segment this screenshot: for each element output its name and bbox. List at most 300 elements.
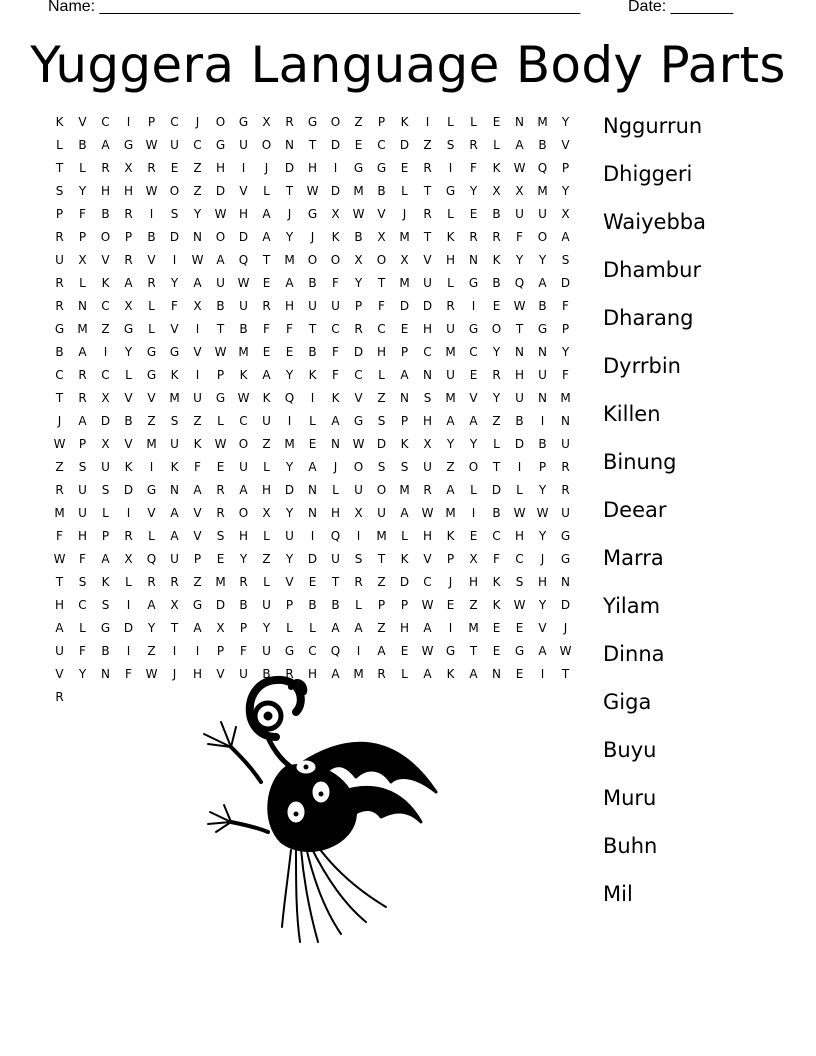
grid-letter: E [400,321,409,336]
grid-letter: W [513,160,526,175]
grid-letter: A [262,206,271,221]
grid-letter: G [192,597,203,612]
grid-letter: M [468,620,479,635]
grid-letter: F [240,643,247,658]
word-list-item: Buhn [603,834,658,858]
word-list-item: Binung [603,450,677,474]
grid-letter: V [538,620,547,635]
grid-letter: Z [423,137,432,152]
grid-letter: W [421,505,434,520]
grid-letter: G [146,344,157,359]
grid-letter: K [170,459,179,474]
grid-letter: P [124,229,133,244]
grid-letter: S [561,252,570,267]
grid-letter: X [78,252,87,267]
grid-letter: E [469,206,478,221]
beetle-illustration [196,672,446,952]
grid-letter: P [239,620,248,635]
grid-letter: U [170,551,179,566]
grid-letter: M [238,344,249,359]
grid-letter: V [170,321,179,336]
grid-letter: K [331,390,340,405]
grid-letter: H [376,344,387,359]
grid-letter: N [193,229,202,244]
grid-letter: Y [285,459,294,474]
grid-letter: R [285,666,294,681]
grid-letter: O [307,252,318,267]
grid-letter: U [55,252,64,267]
grid-letter: Z [262,436,271,451]
grid-letter: A [124,275,133,290]
grid-letter: L [125,574,132,589]
grid-letter: M [376,528,387,543]
grid-letter: S [170,206,179,221]
grid-letter: D [215,183,226,198]
grid-letter: H [284,298,295,313]
grid-letter: V [377,206,386,221]
grid-letter: C [377,321,386,336]
grid-letter: C [193,137,202,152]
grid-letter: Y [354,275,363,290]
grid-letter: L [447,206,454,221]
grid-letter: Y [492,390,501,405]
grid-letter: K [239,367,248,382]
grid-letter: K [101,574,110,589]
grid-letter: S [515,574,524,589]
grid-letter: X [216,620,225,635]
grid-letter: K [55,114,64,129]
grid-letter: Q [330,528,341,543]
grid-letter: Y [538,252,547,267]
grid-letter: S [55,183,64,198]
grid-letter: J [195,114,200,129]
grid-letter: H [537,574,548,589]
grid-letter: I [149,459,154,474]
grid-letter: R [55,275,64,290]
grid-letter: D [399,137,410,152]
grid-letter: K [101,275,110,290]
grid-letter: P [101,528,110,543]
grid-letter: M [54,505,65,520]
grid-letter: R [423,160,432,175]
grid-letter: J [540,551,545,566]
grid-letter: D [330,183,341,198]
grid-letter: A [147,597,156,612]
word-list-item: Buyu [603,738,657,762]
grid-letter: R [285,114,294,129]
grid-letter: E [515,666,524,681]
grid-letter: E [469,528,478,543]
grid-letter: W [513,505,526,520]
grid-letter: C [170,114,179,129]
grid-letter: I [471,298,476,313]
grid-letter: V [561,137,570,152]
grid-letter: J [448,574,453,589]
grid-letter: S [101,597,110,612]
grid-letter: P [400,344,409,359]
grid-letter: X [354,252,363,267]
grid-letter: W [237,275,250,290]
grid-letter: B [239,597,248,612]
grid-letter: W [53,551,66,566]
grid-letter: L [148,528,155,543]
grid-letter: O [261,137,272,152]
grid-letter: Q [238,252,249,267]
grid-letter: A [193,482,202,497]
grid-letter: F [79,206,86,221]
grid-letter: Z [147,413,156,428]
grid-letter: V [124,436,133,451]
grid-letter: U [538,367,547,382]
grid-letter: G [100,620,111,635]
grid-letter: G [307,114,318,129]
grid-letter: E [400,643,409,658]
grid-letter: L [401,183,408,198]
grid-letter: L [263,528,270,543]
grid-letter: A [377,643,386,658]
grid-letter: G [169,344,180,359]
grid-letter: X [354,505,363,520]
grid-letter: U [78,505,87,520]
grid-letter: L [378,367,385,382]
grid-letter: Y [147,620,156,635]
grid-letter: F [263,321,270,336]
grid-letter: N [538,390,547,405]
grid-letter: N [400,390,409,405]
grid-letter: P [561,160,570,175]
grid-letter: J [264,160,269,175]
grid-letter: B [55,344,64,359]
grid-letter: Z [262,551,271,566]
grid-letter: B [308,597,317,612]
grid-letter: R [492,367,501,382]
grid-letter: F [332,344,339,359]
grid-letter: Y [561,344,570,359]
grid-letter: I [471,505,476,520]
grid-letter: V [239,183,248,198]
grid-letter: D [169,229,180,244]
grid-letter: P [147,114,156,129]
grid-letter: U [377,505,386,520]
grid-letter: M [284,252,295,267]
grid-letter: B [492,505,501,520]
grid-letter: C [423,344,432,359]
grid-letter: M [560,390,571,405]
grid-letter: V [193,344,202,359]
grid-letter: G [376,160,387,175]
grid-letter: B [239,321,248,336]
grid-letter: Y [78,666,87,681]
grid-letter: L [286,620,293,635]
grid-letter: I [149,206,154,221]
grid-letter: V [423,551,432,566]
grid-letter: A [515,137,524,152]
grid-letter: A [55,620,64,635]
grid-letter: I [310,528,315,543]
grid-letter: L [263,183,270,198]
grid-letter: B [101,206,110,221]
date-field-label: Date: _______ [628,0,733,15]
grid-letter: X [124,298,133,313]
grid-letter: N [285,137,294,152]
grid-letter: U [239,459,248,474]
grid-letter: Y [262,620,271,635]
grid-letter: I [356,643,361,658]
grid-letter: W [306,183,319,198]
grid-letter: G [146,367,157,382]
grid-letter: A [400,367,409,382]
grid-letter: B [308,275,317,290]
grid-letter: Y [285,505,294,520]
grid-letter: B [308,344,317,359]
grid-letter: L [79,275,86,290]
grid-letter: R [423,482,432,497]
grid-letter: G [307,206,318,221]
grid-letter: R [170,574,179,589]
grid-letter: V [78,114,87,129]
grid-letter: E [469,367,478,382]
grid-letter: U [101,459,110,474]
grid-letter: Z [354,114,363,129]
grid-letter: E [285,344,294,359]
grid-letter: H [238,206,249,221]
grid-letter: L [125,367,132,382]
grid-letter: Y [170,275,179,290]
grid-letter: W [513,298,526,313]
grid-letter: R [354,574,363,589]
grid-letter: T [331,574,340,589]
grid-letter: O [376,482,387,497]
grid-letter: A [331,666,340,681]
grid-letter: Y [515,252,524,267]
grid-letter: C [78,597,87,612]
grid-letter: Z [193,160,202,175]
grid-letter: Z [193,574,202,589]
grid-letter: Y [193,206,202,221]
grid-letter: R [469,229,478,244]
grid-letter: N [561,574,570,589]
grid-letter: N [101,666,110,681]
grid-letter: L [447,114,454,129]
grid-letter: H [77,528,88,543]
grid-letter: G [284,643,295,658]
grid-letter: G [445,643,456,658]
grid-letter: U [538,206,547,221]
word-list-item: Nggurrun [603,114,703,138]
grid-letter: U [262,643,271,658]
grid-letter: J [57,413,62,428]
word-list-item: Dyrrbin [603,354,681,378]
grid-letter: H [54,597,65,612]
grid-letter: Y [78,183,87,198]
grid-letter: E [216,459,225,474]
grid-letter: P [377,597,386,612]
grid-letter: K [170,367,179,382]
grid-letter: I [287,413,292,428]
grid-letter: H [399,620,410,635]
grid-letter: F [493,551,500,566]
grid-letter: M [537,183,548,198]
grid-letter: I [241,160,246,175]
grid-letter: X [423,436,432,451]
grid-letter: A [262,367,271,382]
grid-letter: O [330,252,341,267]
grid-letter: Y [538,482,547,497]
grid-letter: X [101,390,110,405]
grid-letter: V [55,666,64,681]
grid-letter: E [308,436,317,451]
grid-letter: S [78,459,87,474]
grid-letter: Y [492,344,501,359]
grid-letter: G [238,114,249,129]
grid-letter: H [238,528,249,543]
grid-letter: U [239,666,248,681]
grid-letter: U [515,390,524,405]
grid-letter: N [515,114,524,129]
grid-letter: F [378,298,385,313]
grid-letter: X [170,597,179,612]
grid-letter: B [492,275,501,290]
grid-letter: O [468,459,479,474]
grid-letter: I [126,505,131,520]
grid-letter: Y [538,528,547,543]
grid-letter: J [563,620,568,635]
grid-letter: I [103,344,108,359]
grid-letter: R [492,229,501,244]
grid-letter: G [353,160,364,175]
grid-letter: T [561,666,570,681]
grid-letter: Z [492,413,501,428]
grid-letter: R [124,252,133,267]
grid-letter: L [355,597,362,612]
grid-letter: U [423,459,432,474]
grid-letter: A [308,459,317,474]
grid-letter: K [492,160,501,175]
grid-letter: G [537,321,548,336]
grid-letter: W [145,183,158,198]
grid-letter: X [262,114,271,129]
word-list [603,111,706,927]
grid-letter: I [310,390,315,405]
grid-letter: M [445,390,456,405]
grid-letter: L [470,482,477,497]
grid-letter: S [78,574,87,589]
grid-letter: Y [285,367,294,382]
grid-letter: O [491,321,502,336]
grid-letter: U [308,298,317,313]
grid-letter: C [101,367,110,382]
grid-letter: K [400,436,409,451]
grid-letter: E [170,160,179,175]
grid-letter: I [172,252,177,267]
grid-letter: U [216,275,225,290]
grid-letter: F [470,160,477,175]
name-field-label: Name: ______________________________________________________ [48,0,581,15]
grid-letter: R [561,482,570,497]
grid-letter: F [332,275,339,290]
grid-letter: O [353,459,364,474]
grid-letter: I [195,643,200,658]
grid-letter: R [124,206,133,221]
grid-letter: V [147,252,156,267]
grid-letter: A [193,620,202,635]
grid-letter: I [448,160,453,175]
grid-letter: A [446,413,455,428]
grid-letter: H [330,505,341,520]
grid-letter: M [353,666,364,681]
grid-letter: D [215,597,226,612]
grid-letter: P [446,551,455,566]
grid-letter: A [193,275,202,290]
grid-letter: A [262,229,271,244]
grid-letter: Y [561,114,570,129]
grid-letter: U [423,275,432,290]
grid-letter: C [492,528,501,543]
grid-letter: K [492,597,501,612]
grid-letter: N [78,298,87,313]
grid-letter: E [262,344,271,359]
grid-letter: D [560,275,571,290]
grid-letter: B [538,137,547,152]
grid-letter: V [124,390,133,405]
grid-letter: R [239,574,248,589]
grid-letter: L [332,482,339,497]
grid-letter: Z [377,390,386,405]
grid-letter: L [493,436,500,451]
grid-letter: R [147,275,156,290]
grid-letter: A [216,252,225,267]
grid-letter: M [77,321,88,336]
grid-letter: F [516,229,523,244]
grid-letter: F [171,298,178,313]
grid-letter: S [377,413,386,428]
grid-letter: D [514,436,525,451]
grid-letter: H [445,252,456,267]
grid-letter: H [100,183,111,198]
grid-letter: B [262,666,271,681]
grid-letter: K [308,367,317,382]
grid-letter: Q [514,275,525,290]
grid-letter: L [217,413,224,428]
grid-letter: N [170,482,179,497]
grid-letter: M [399,275,410,290]
grid-letter: I [540,413,545,428]
grid-letter: W [352,206,365,221]
grid-letter: R [147,160,156,175]
grid-letter: D [399,574,410,589]
grid-letter: G [146,482,157,497]
grid-letter: C [101,298,110,313]
grid-letter: W [559,643,572,658]
grid-letter: K [446,666,455,681]
grid-letter: L [447,275,454,290]
grid-letter: C [354,367,363,382]
grid-letter: A [400,505,409,520]
grid-letter: H [468,574,479,589]
grid-letter: I [126,643,131,658]
grid-letter: L [148,298,155,313]
grid-letter: H [307,666,318,681]
grid-letter: V [147,390,156,405]
grid-letter: E [492,114,501,129]
grid-letter: W [191,252,204,267]
grid-letter: N [492,666,501,681]
grid-letter: J [310,229,315,244]
grid-letter: R [78,367,87,382]
grid-letter: T [423,183,432,198]
grid-letter: R [469,137,478,152]
grid-letter: F [332,367,339,382]
